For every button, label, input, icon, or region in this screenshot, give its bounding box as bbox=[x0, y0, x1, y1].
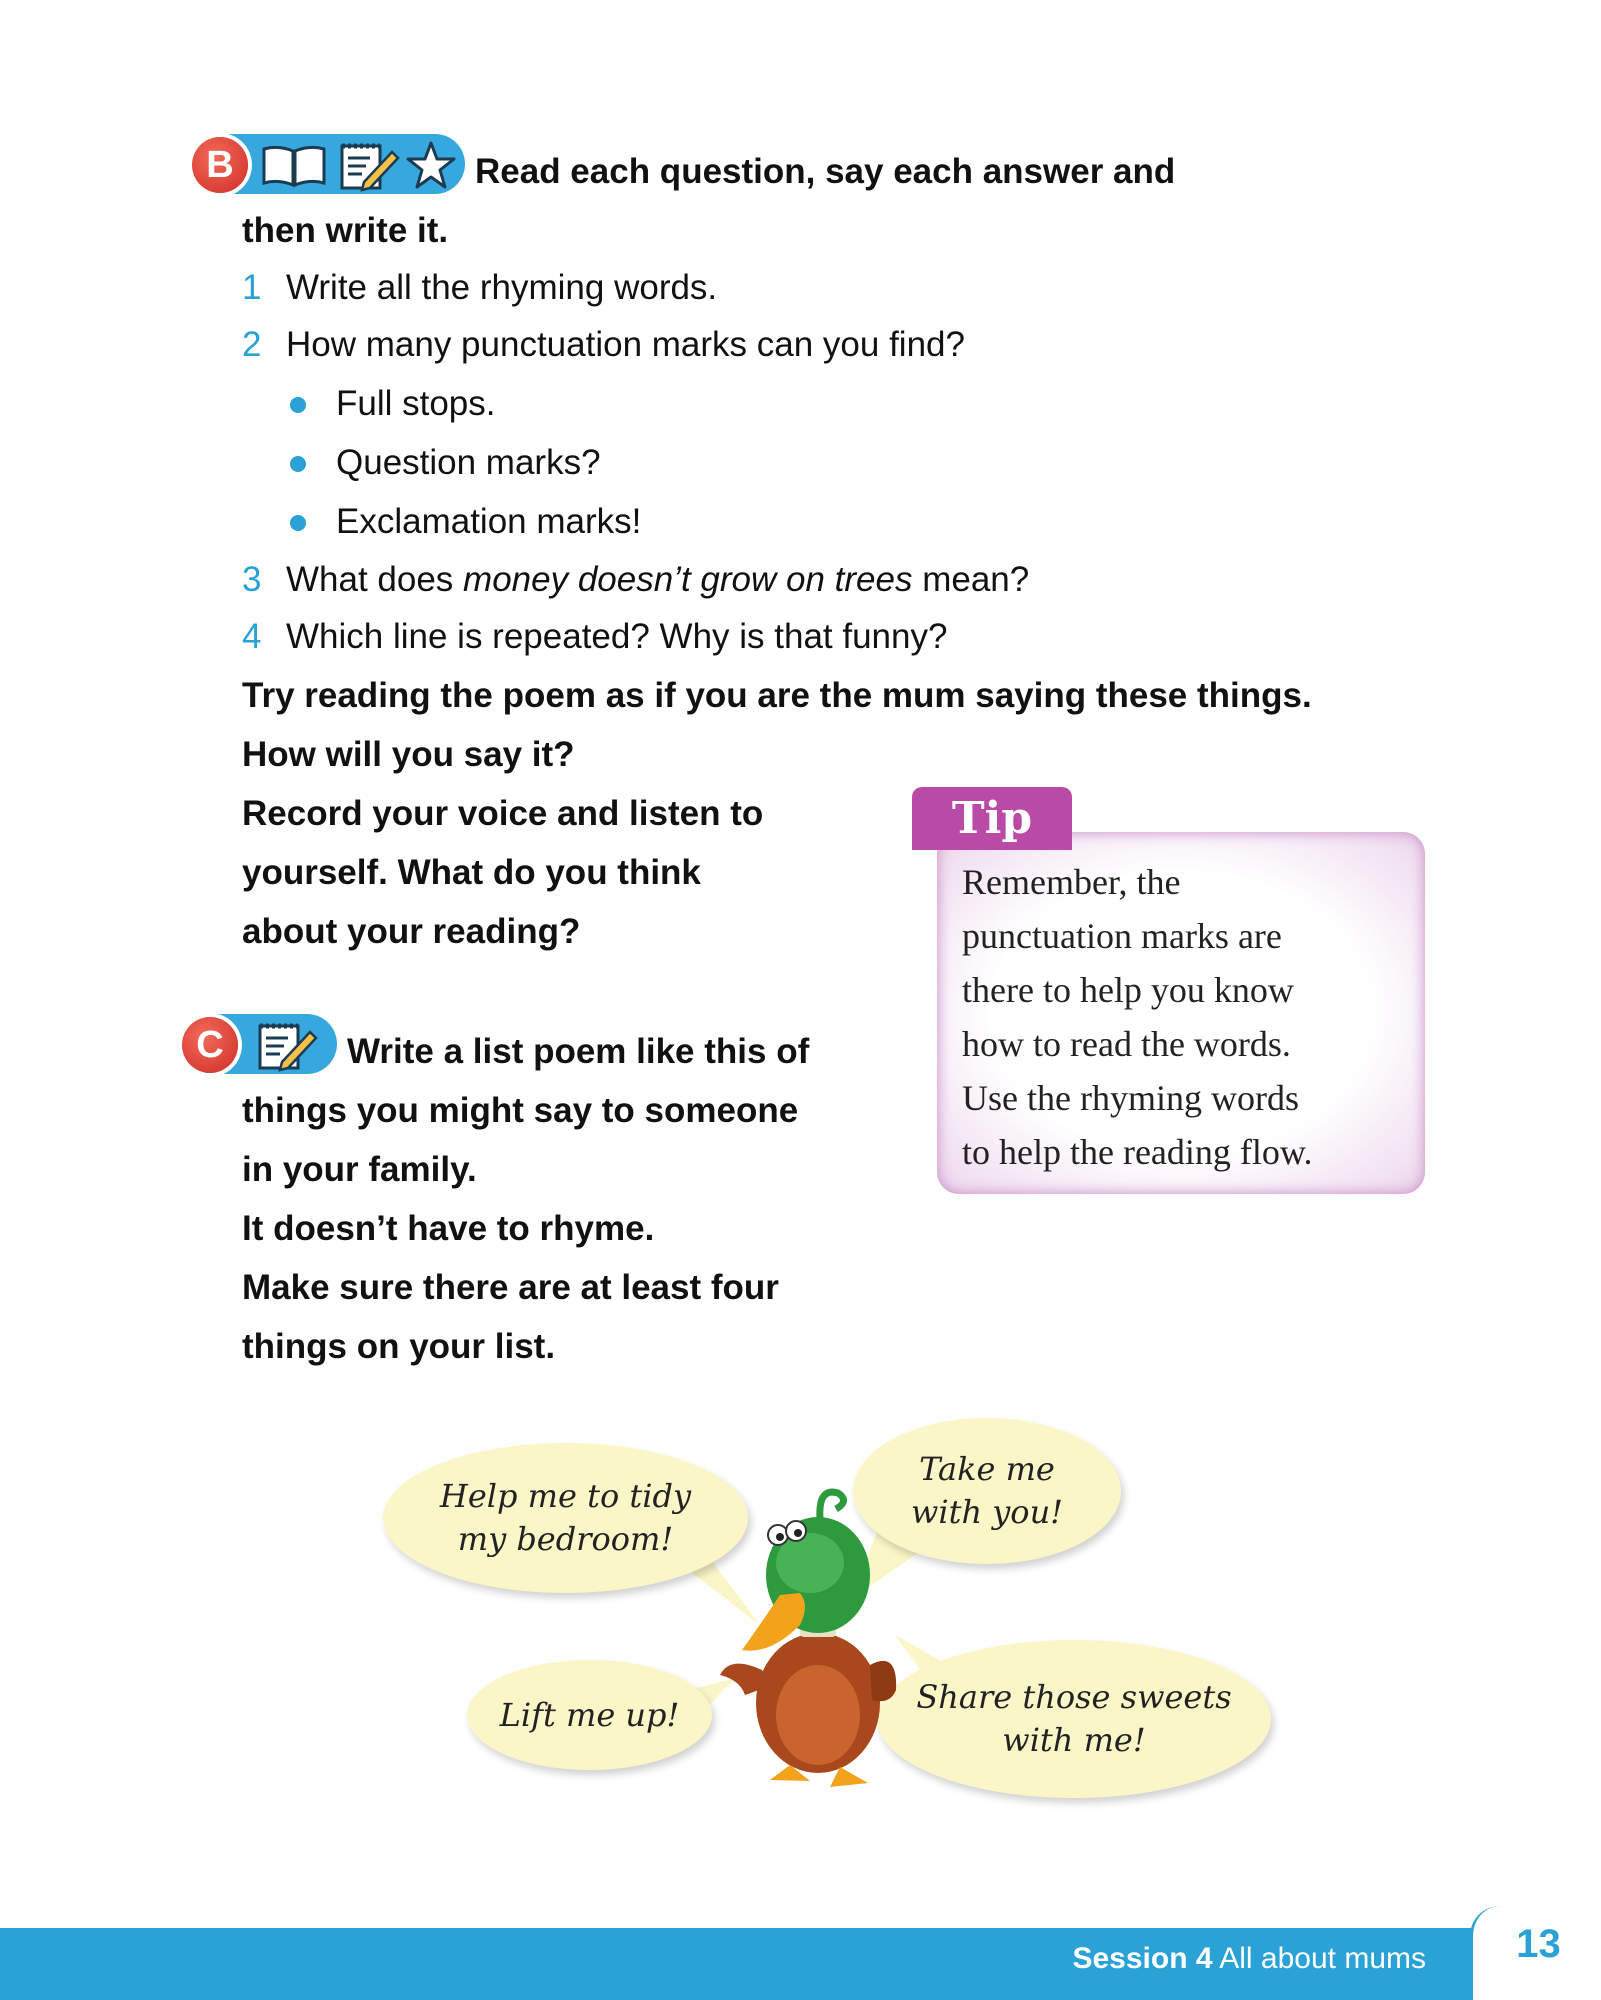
question-text-italic: money doesn’t grow on trees bbox=[463, 560, 913, 599]
footer-title: All about mums bbox=[1219, 1942, 1426, 1975]
bullet-full-stops: Full stops. bbox=[336, 384, 496, 423]
section-b-instruction-line1: Read each question, say each answer and bbox=[475, 152, 1176, 191]
tip-label: Tip bbox=[912, 787, 1072, 850]
question-text: Write all the rhyming words. bbox=[286, 268, 718, 307]
speech-bubble-share-sweets bbox=[877, 1640, 1271, 1798]
speech-bubble-lift-me-up bbox=[467, 1660, 712, 1770]
question-number: 1 bbox=[242, 268, 262, 307]
question-text-after: mean? bbox=[912, 560, 1030, 599]
tip-line: Remember, the bbox=[962, 862, 1181, 902]
speech-bubble-tidy-bedroom bbox=[383, 1443, 748, 1593]
question-text-before: What does bbox=[286, 560, 464, 599]
tip-line: punctuation marks are bbox=[962, 916, 1282, 956]
tip-line: there to help you know bbox=[962, 970, 1294, 1010]
record-voice-line2: yourself. What do you think bbox=[242, 853, 701, 892]
section-b-badge: B bbox=[192, 137, 248, 193]
bubble-line: with me! bbox=[1002, 1721, 1146, 1759]
bubble-line: Share those sweets bbox=[916, 1678, 1232, 1716]
question-text: How many punctuation marks can you find? bbox=[286, 325, 965, 364]
question-text: Which line is repeated? Why is that funny? bbox=[286, 617, 948, 656]
tip-line: to help the reading flow. bbox=[962, 1132, 1313, 1172]
section-c-line4: It doesn’t have to rhyme. bbox=[242, 1209, 655, 1248]
section-b-instruction-line2: then write it. bbox=[242, 211, 449, 250]
try-reading-line1: Try reading the poem as if you are the mum saying these things. bbox=[242, 676, 1312, 715]
record-voice-line3: about your reading? bbox=[242, 912, 581, 951]
tip-line: Use the rhyming words bbox=[962, 1078, 1299, 1118]
page-number: 13 bbox=[1470, 1906, 1601, 2000]
bullet-exclamation-marks: Exclamation marks! bbox=[336, 502, 642, 541]
bubble-line: Help me to tidy bbox=[439, 1477, 692, 1515]
section-c-line5: Make sure there are at least four bbox=[242, 1268, 779, 1307]
record-voice-line1: Record your voice and listen to bbox=[242, 794, 764, 833]
bubble-line: with you! bbox=[910, 1493, 1064, 1531]
footer-session-label bbox=[1072, 1934, 1426, 1984]
tip-line: how to read the words. bbox=[962, 1024, 1291, 1064]
footer-session: Session 4 bbox=[1072, 1942, 1213, 1975]
question-number: 4 bbox=[242, 617, 262, 656]
section-c-line1: Write a list poem like this of bbox=[347, 1032, 810, 1071]
question-number: 2 bbox=[242, 325, 262, 364]
bubble-line: my bedroom! bbox=[457, 1520, 674, 1558]
bubble-line: Lift me up! bbox=[499, 1695, 680, 1734]
bullet-question-marks: Question marks? bbox=[336, 443, 601, 482]
section-c-line6: things on your list. bbox=[242, 1327, 556, 1366]
duck-illustration bbox=[700, 1475, 920, 1795]
section-c-badge: C bbox=[182, 1017, 238, 1073]
section-c-line2: things you might say to someone bbox=[242, 1091, 799, 1130]
bubble-line: Take me bbox=[919, 1450, 1055, 1488]
section-c-line3: in your family. bbox=[242, 1150, 477, 1189]
try-reading-line2: How will you say it? bbox=[242, 735, 575, 774]
question-number: 3 bbox=[242, 560, 262, 599]
